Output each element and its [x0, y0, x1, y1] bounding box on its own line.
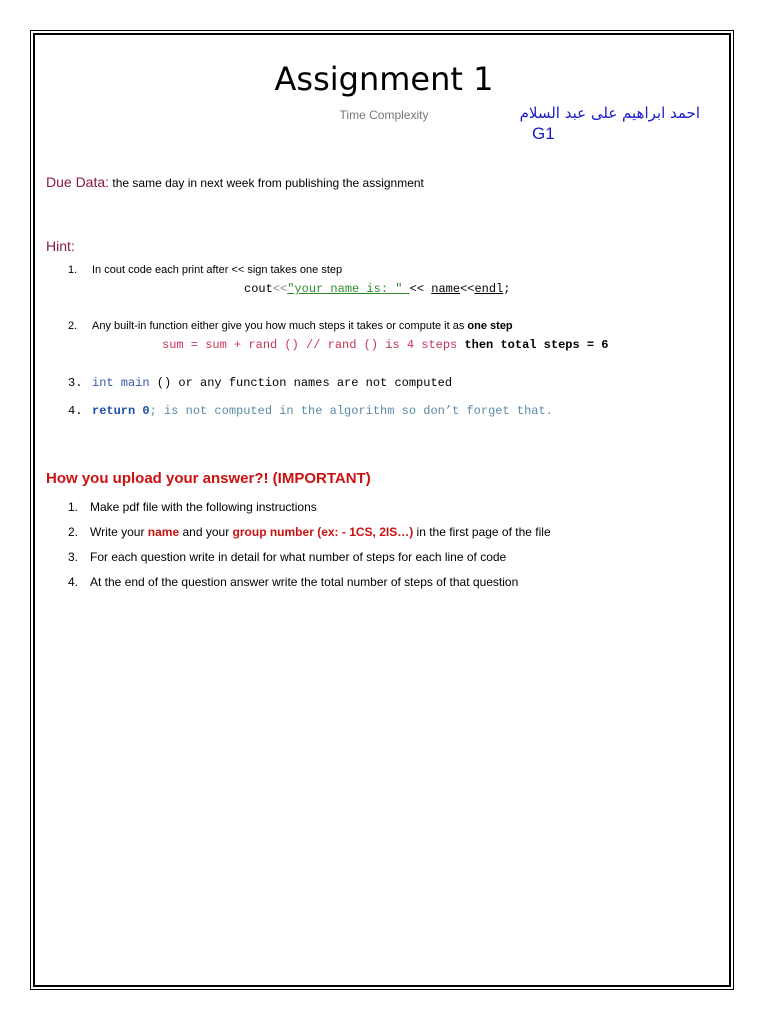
- code-endl: endl: [474, 282, 504, 296]
- hint-item-1: [68, 264, 342, 276]
- upload-item-number: 4.: [68, 575, 79, 589]
- code-string: "your name is: ": [287, 282, 410, 296]
- hint-item-number: 3.: [68, 376, 83, 390]
- due-date: [46, 174, 424, 190]
- upload-item-text: and your: [179, 525, 233, 539]
- code-total: then total steps = 6: [464, 338, 609, 352]
- hint-item-number: 4.: [68, 404, 83, 418]
- hint-item-2: [68, 320, 513, 332]
- code-name: name: [431, 282, 461, 296]
- hint-code-sum: [162, 338, 608, 352]
- code-op: <<: [409, 282, 432, 296]
- upload-item-text: Write your: [90, 525, 148, 539]
- code-return: return 0: [92, 404, 150, 418]
- hint-item-text: In cout code each print after << sign takes one step: [92, 264, 343, 276]
- hint-item-text: Any built-in function either give you how much steps it takes or compute it as: [92, 320, 468, 332]
- upload-item-number: 3.: [68, 550, 79, 564]
- upload-item-3: [68, 550, 506, 564]
- upload-item-name: name: [147, 525, 180, 539]
- hint-item-bold: one step: [467, 320, 513, 332]
- upload-item-number: 2.: [68, 525, 79, 539]
- upload-heading: How you upload your answer?! (IMPORTANT): [46, 470, 371, 487]
- upload-item-text: For each question write in detail for what number of steps for each line of code: [90, 550, 507, 564]
- hint-item-text: ; is not computed in the algorithm so don’t forget that.: [149, 404, 553, 418]
- code-semicolon: ;: [503, 282, 511, 296]
- code-expression: sum = sum + rand () // rand () is 4 steps: [162, 338, 465, 352]
- hint-item-number: 1.: [68, 264, 78, 276]
- hint-item-3: [68, 376, 452, 390]
- upload-item-group: group number (ex: - 1CS, 2IS…): [232, 525, 414, 539]
- code-op: <<: [460, 282, 475, 296]
- due-date-text: the same day in next week from publishing the assignment: [109, 176, 424, 190]
- document-subtitle: Time Complexity: [339, 108, 429, 122]
- upload-item-2: [68, 525, 551, 539]
- hint-item-4: [68, 404, 553, 418]
- code-int-main: int main: [92, 376, 150, 390]
- code-op: <<: [272, 282, 288, 296]
- author-name: احمد ابراهيم على عبد السلام: [519, 104, 700, 122]
- upload-item-1: [68, 500, 317, 514]
- code-cout: cout: [244, 282, 273, 296]
- upload-item-4: [68, 575, 518, 589]
- document-title: Assignment 1: [274, 60, 494, 98]
- upload-item-number: 1.: [68, 500, 79, 514]
- upload-item-text: Make pdf file with the following instructions: [90, 500, 317, 514]
- hint-code-cout: [244, 282, 510, 296]
- due-date-label: Due Data:: [46, 174, 110, 190]
- hint-item-text: () or any function names are not computed: [149, 376, 453, 390]
- author-group: G1: [532, 124, 555, 143]
- hint-item-number: 2.: [68, 320, 78, 332]
- upload-item-text: in the first page of the file: [413, 525, 551, 539]
- upload-item-text: At the end of the question answer write the total number of steps of that question: [90, 575, 519, 589]
- hint-heading: Hint:: [46, 238, 75, 254]
